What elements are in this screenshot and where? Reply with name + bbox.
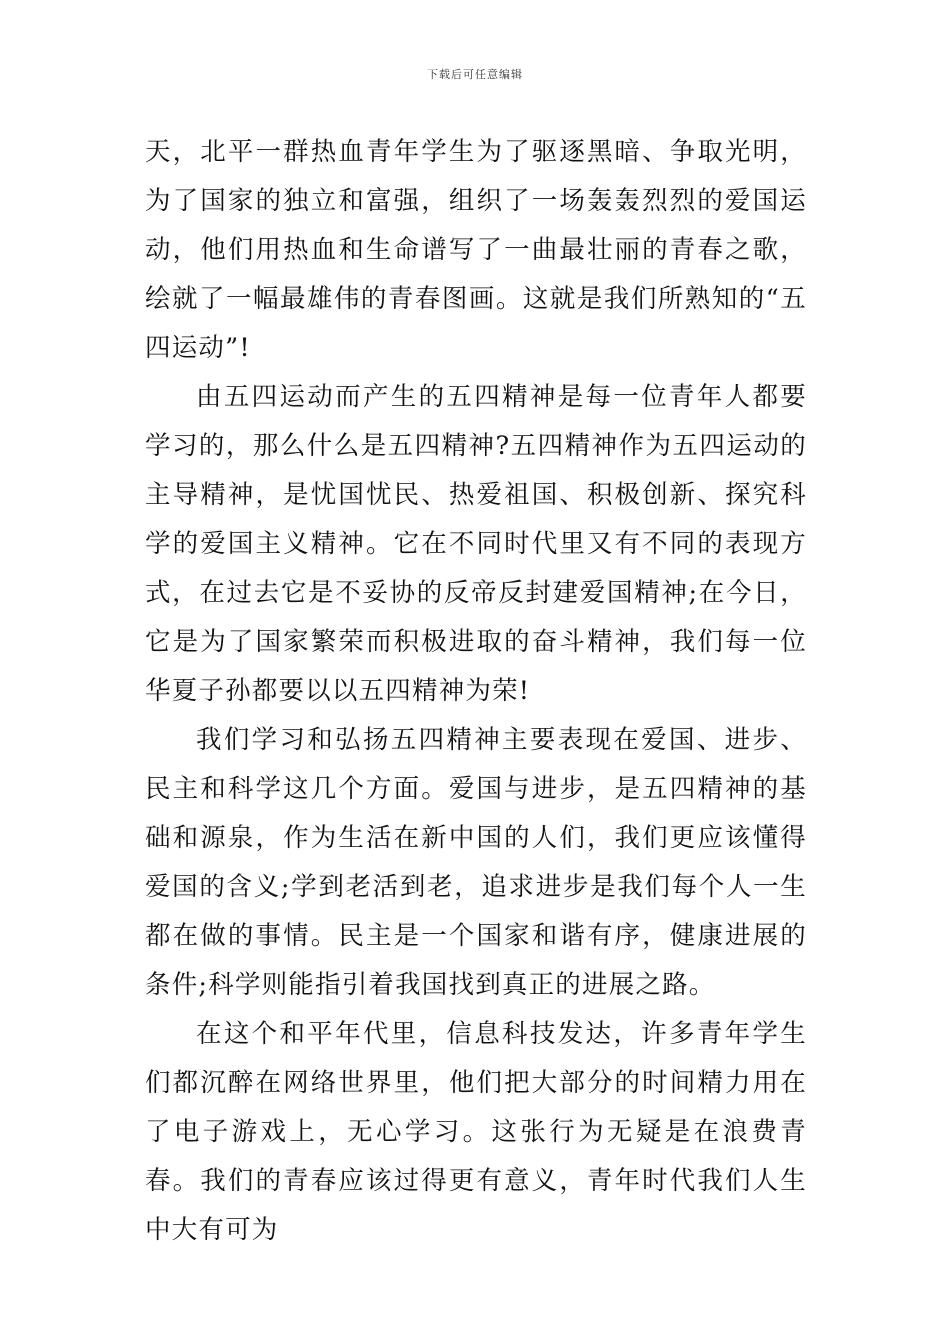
body-text bbox=[145, 128, 807, 1255]
paragraph-4: 在这个和平年代里，信息科技发达，许多青年学生们都沉醉在网络世界里，他们把大部分的时间精力用在了电子游戏上，无心学习。这张行为无疑是在浪费青春。我们的青春应该过得更有意义，青年时代我们人生中大有可为 bbox=[145, 1019, 807, 1245]
paragraph-1: 天，北平一群热血青年学生为了驱逐黑暗、争取光明，为了国家的独立和富强，组织了一场轰轰烈烈的爱国运动，他们用热血和生命谱写了一曲最壮丽的青春之歌，绘就了一幅最雄伟的青春图画。这就是我们所熟知的“五四运动”! bbox=[145, 137, 807, 363]
header-note: 下载后可任意编辑 bbox=[427, 68, 523, 81]
paragraph-2: 由五四运动而产生的五四精神是每一位青年人都要学习的，那么什么是五四精神?五四精神作为五四运动的主导精神，是忧国忧民、热爱祖国、积极创新、探究科学的爱国主义精神。它在不同时代里又有不同的表现方式，在过去它是不妥协的反帝反封建爱国精神;在今日，它是为了国家繁荣而积极进取的奋斗精神，我们每一位华夏子孙都要以以五四精神为荣! bbox=[145, 382, 807, 706]
paragraph-3: 我们学习和弘扬五四精神主要表现在爱国、进步、民主和科学这几个方面。爱国与进步，是五四精神的基础和源泉，作为生活在新中国的人们，我们更应该懂得爱国的含义;学到老活到老，追求进步是我们每个人一生都在做的事情。民主是一个国家和谐有序，健康进展的条件;科学则能指引着我国找到真正的进展之路。 bbox=[145, 725, 807, 1000]
